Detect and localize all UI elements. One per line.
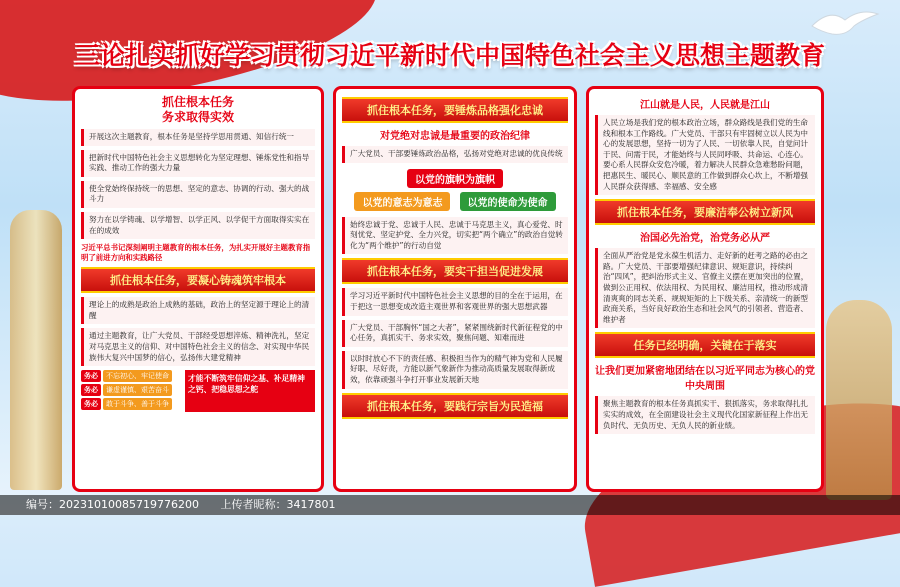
col2-text: 广大党员、干部要锤炼政治品格，弘扬对党绝对忠诚的优良传统 <box>342 146 568 163</box>
col3-subtitle: 让我们更加紧密地团结在以习近平同志为核心的党中央周围 <box>595 366 815 393</box>
must-slogan: 才能不断筑牢信仰之基、补足精神之钙、把稳思想之舵 <box>185 370 315 412</box>
col1-header-line1: 抓住根本任务 <box>161 95 234 109</box>
col3-text: 全面从严治党是党永葆生机活力、走好新的赶考之路的必由之路。广大党员、干部要增强纪律意识、规矩意识，持续纠治“四风”，把纠治形式主义、官僚主义摆在更加突出的位置，做到公正用权、依法用权、为民用权、廉洁用权，推动形成清清爽爽的同志关系、规规矩矩的上下级关系、亲清统一的新型政商关系，当好良好政治生态和社会风气的引领者、营造者、维护者 <box>595 248 815 328</box>
watermark-footer <box>0 495 900 515</box>
col1-item: 努力在以学铸魂、以学增智、以学正风、以学促干方面取得实实在在的成效 <box>81 212 315 239</box>
pill-banner: 以党的旗帜为旗帜 <box>407 169 503 188</box>
col3-text: 聚焦主题教育的根本任务真抓实干、狠抓落实，务求取得扎扎实实的成效，在全面建设社会主义现代化国家新征程上作出无负时代、无负历史、无负人民的新业绩。 <box>595 396 815 434</box>
pill-will: 以党的意志为意志 <box>354 192 450 211</box>
page-title: 三论扎实抓好学习贯彻习近平新时代中国特色社会主义思想主题教育 <box>74 41 825 70</box>
col1-item2: 理论上的成熟是政治上成熟的基础，政治上的坚定源于理论上的清醒 <box>81 297 315 324</box>
col2-section-bar-1: 抓住根本任务，要锤炼品格强化忠诚 <box>342 97 568 123</box>
dove-icon <box>810 6 880 40</box>
col1-header-line2: 务求取得实效 <box>161 110 234 124</box>
col1-note: 习近平总书记深刻阐明主题教育的根本任务，为扎实开展好主题教育指明了前进方向和实践路径 <box>81 243 311 263</box>
col1-section-bar: 抓住根本任务，要凝心铸魂筑牢根本 <box>81 267 315 293</box>
col2-section-bar-2: 抓住根本任务，要实干担当促进发展 <box>342 258 568 284</box>
uploader-label: 上传者昵称：3417801 <box>220 498 336 511</box>
col2-item: 学习习近平新时代中国特色社会主义思想的目的全在于运用，在于把这一思想变成改造主观世界和客观世界的强大思想武器 <box>342 288 568 315</box>
panel-left <box>72 86 324 492</box>
image-id-label: 编号：2023101008571977​6200 <box>26 498 199 511</box>
must-block <box>81 370 315 412</box>
col2-item: 广大党员、干部胸怀“国之大者”，紧紧围绕新时代新征程党的中心任务，真抓实干、务求实效，聚焦问题、知难而进 <box>342 320 568 347</box>
panel-right <box>586 86 824 492</box>
col3-section-bar-2: 任务已经明确，关键在于落实 <box>595 332 815 358</box>
panel-middle <box>333 86 577 492</box>
must-row: 务必 敢于斗争、善于斗争 <box>81 398 181 410</box>
col3-text: 人民立场是我们党的根本政治立场，群众路线是我们党的生命线和根本工作路线。广大党员、干部只有牢固树立以人民为中心的发展思想，坚持一切为了人民、一切依靠人民，自觉问计于民、问需于民，才能始终与人民同呼吸、共命运、心连心。要心系人民群众安危冷暖，着力解决人民群众急难愁盼问题，把惠民生、暖民心、顺民意的工作做到群众心坎上，不断增强人民群众获得感、幸福感、安全感 <box>595 115 815 195</box>
must-row: 务必 谦虚谨慎、艰苦奋斗 <box>81 384 181 396</box>
huabiao-pillar-image <box>10 210 62 490</box>
col2-section-bar-3: 抓住根本任务，要践行宗旨为民造福 <box>342 393 568 419</box>
col3-section-bar-1: 抓住根本任务，要廉洁奉公树立新风 <box>595 199 815 225</box>
must-list <box>81 370 181 412</box>
col2-text: 始终忠诚于党、忠诚于人民、忠诚于马克思主义，真心爱党、时刻忧党、坚定护党、全力兴党，切实把“两个确立”的政治自觉转化为“两个维护”的行动自觉 <box>342 217 568 255</box>
col2-item: 以时时放心不下的责任感、积极担当作为的精气神为党和人民履好职、尽好责，方能以新气象新作为推动高质量发展取得新成效，依靠顽强斗争打开事业发展新天地 <box>342 351 568 389</box>
col1-item: 把新时代中国特色社会主义思想转化为坚定理想、锤炼党性和指导实践、推动工作的强大力量 <box>81 150 315 177</box>
soldier-statue-image <box>826 300 892 500</box>
pill-mission: 以党的使命为使命 <box>460 192 556 211</box>
col3-subtitle: 治国必先治党，治党务必从严 <box>640 233 770 245</box>
col1-item: 开展这次主题教育，根本任务是坚持学思用贯通、知信行统一 <box>81 129 315 146</box>
col1-item: 使全党始终保持统一的思想、坚定的意志、协调的行动、强大的战斗力 <box>81 181 315 208</box>
col3-subtitle: 江山就是人民，人民就是江山 <box>640 100 770 111</box>
pill-group <box>342 167 568 213</box>
col2-subtitle: 对党绝对忠诚是最重要的政治纪律 <box>380 131 530 142</box>
must-row: 务必 不忘初心、牢记使命 <box>81 370 181 382</box>
col1-header <box>81 95 315 125</box>
col1-item2: 通过主题教育，让广大党员、干部经受思想淬炼、精神洗礼，坚定对马克思主义的信仰、对中国特色社会主义的信念、对实现中华民族伟大复兴中国梦的信心，弘扬伟大建党精神 <box>81 328 315 366</box>
